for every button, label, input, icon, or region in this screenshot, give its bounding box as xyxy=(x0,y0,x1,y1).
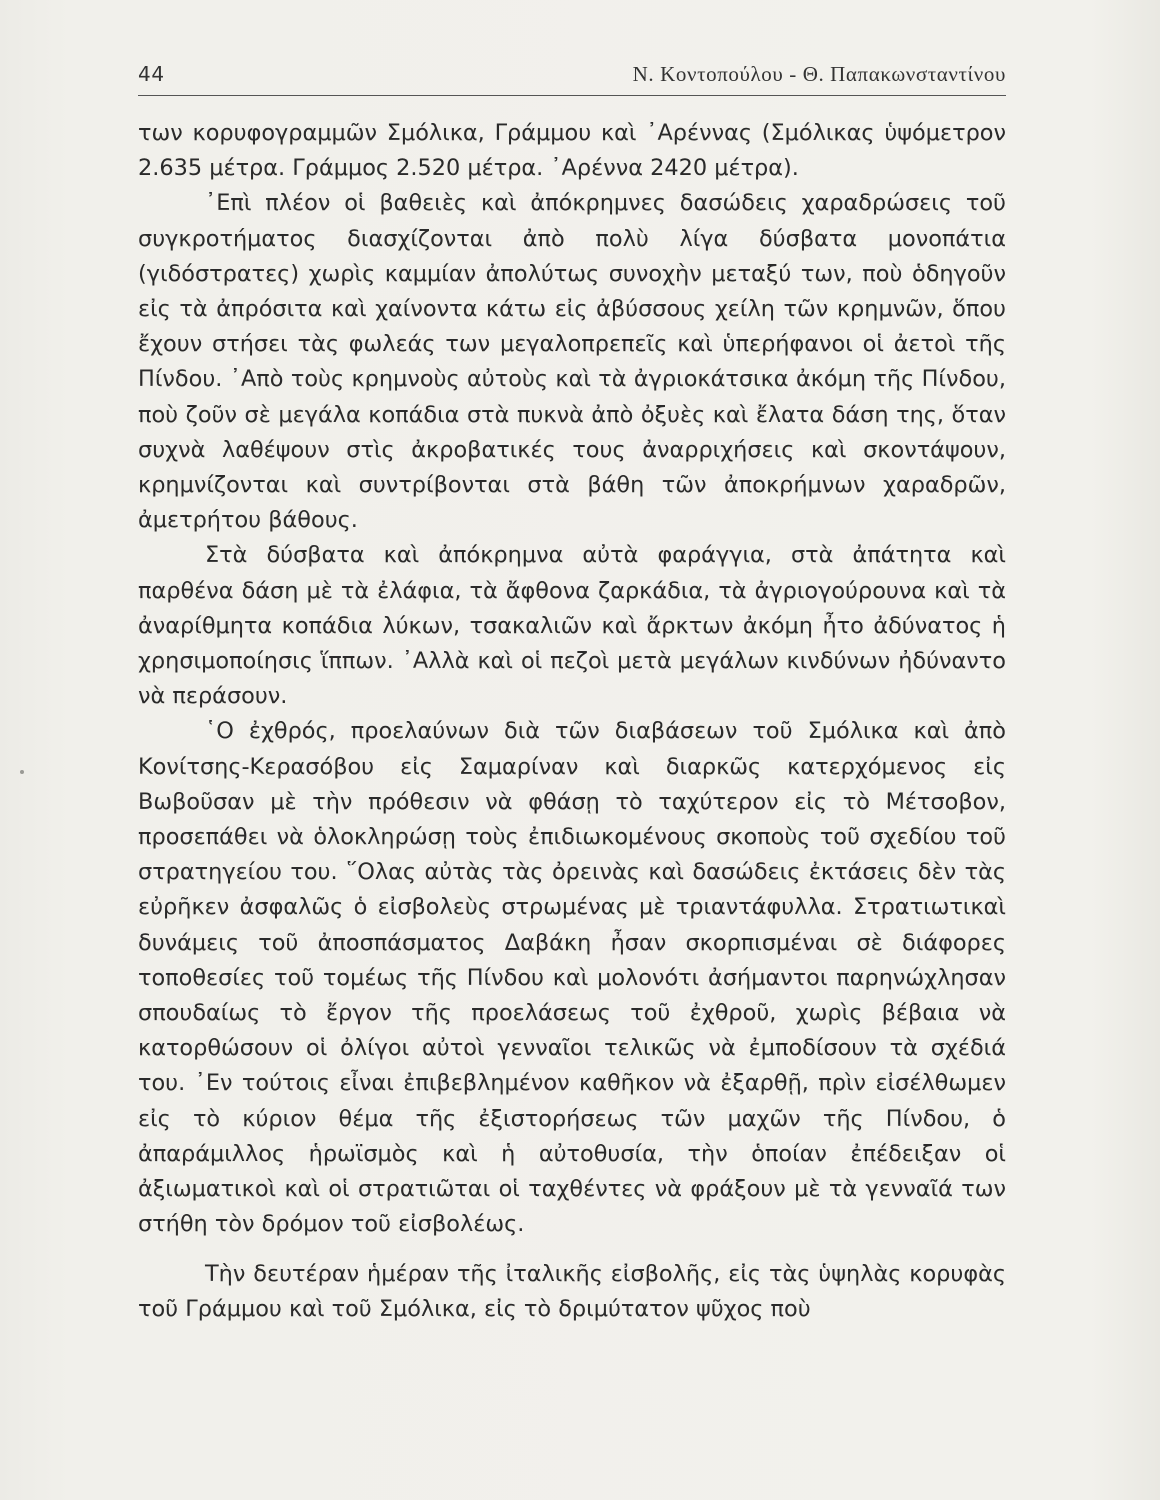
paper-speck xyxy=(20,770,24,774)
header-rule xyxy=(138,95,1006,96)
paragraph: ῾Ο ἐχθρός, προελαύνων διὰ τῶν διαβάσεων τοῦ Σμόλικα καὶ ἀπὸ Κονίτσης-Κερασόβου εἰς Σαμαρίναν καὶ διαρκῶς κατερχόμενος εἰς Βωβοῦσαν μὲ τὴν πρόθεσιν νὰ φθάσῃ τὸ ταχύτερον εἰς τὸ Μέτσοβον, προσεπάθει νὰ ὁλοκληρώσῃ τοὺς ἐπιδιωκομένους σκοποὺς τοῦ σχεδίου τοῦ στρατηγείου του. ῞Ολας αὐτὰς τὰς ὀρεινὰς καὶ δασώδεις ἐκτάσεις δὲν τὰς εὐρῆκεν ἀσφαλῶς ὁ εἰσβολεὺς στρωμένας μὲ τριαντάφυλλα. Στρατιωτικαὶ δυνάμεις τοῦ ἀποσπάσματος Δαβάκη ἦσαν σκορπισμέναι σὲ διάφορες τοποθεσίες τοῦ τομέως τῆς Πίνδου καὶ μολονότι ἀσήμαντοι παρηνώχλησαν σπουδαίως τὸ ἔργον τῆς προελάσεως τοῦ ἐχθροῦ, χωρὶς βέβαια νὰ κατορθώσουν οἱ ὀλίγοι αὐτοὶ γενναῖοι τελικῶς νὰ ἐμποδίσουν τὰ σχέδιά του. ᾿Εν τούτοις εἶναι ἐπιβεβλημένον καθῆκον νὰ ἐξαρθῇ, πρὶν εἰσέλθωμεν εἰς τὸ κύριον θέμα τῆς ἐξιστορήσεως τῶν μαχῶν τῆς Πίνδου, ὁ ἀπαράμιλλος ἡρωϊσμὸς καὶ ἡ αὐτοθυσία, τὴν ὁποίαν ἐπέδειξαν οἱ ἀξιωματικοὶ καὶ οἱ στρατιῶται οἱ ταχθέντες νὰ φράξουν μὲ τὰ γενναῖά των στήθη τὸν δρόμον τοῦ εἰσβολέως. xyxy=(138,718,1006,1238)
page-number: 44 xyxy=(138,62,165,86)
paragraph: Στὰ δύσβατα καὶ ἀπόκρημνα αὐτὰ φαράγγια, στὰ ἀπάτητα καὶ παρθένα δάση μὲ τὰ ἐλάφια, τὰ ἄφθονα ζαρκάδια, τὰ ἀγριογούρουνα καὶ τὰ ἀναρίθμητα κοπάδια λύκων, τσακαλιῶν καὶ ἄρκτων ἀκόμη ἦτο ἀδύνατος ἡ χρησιμοποίησις ἵππων. ᾿Αλλὰ καὶ οἱ πεζοὶ μετὰ μεγάλων κινδύνων ἠδύναντο νὰ περάσουν. xyxy=(138,542,1006,710)
paragraph: Τὴν δευτέραν ἡμέραν τῆς ἰταλικῆς εἰσβολῆς, εἰς τὰς ὑψηλὰς κορυφὰς τοῦ Γράμμου καὶ τοῦ Σμόλικα, εἰς τὸ δριμύτατον ψῦχος ποὺ xyxy=(138,1260,1006,1322)
paragraph: ᾿Επὶ πλέον οἱ βαθειὲς καὶ ἀπόκρημνες δασώδεις χαραδρώσεις τοῦ συγκροτήματος διασχίζονται ἀπὸ πολὺ λίγα δύσβατα μονοπάτια (γιδόστρατες) χωρὶς καμμίαν ἀπολύτως συνοχὴν μεταξύ των, ποὺ ὁδηγοῦν εἰς τὰ ἀπρόσιτα καὶ χαίνοντα κάτω εἰς ἀβύσσους χείλη τῶν κρημνῶν, ὅπου ἔχουν στήσει τὰς φωλεάς των μεγαλοπρεπεῖς καὶ ὑπερήφανοι οἱ ἀετοὶ τῆς Πίνδου. ᾿Απὸ τοὺς κρημνοὺς αὐτοὺς καὶ τὰ ἀγριοκάτσικα ἀκόμη τῆς Πίνδου, ποὺ ζοῦν σὲ μεγάλα κοπάδια στὰ πυκνὰ ἀπὸ ὀξυὲς καὶ ἔλατα δάση της, ὅταν συχνὰ λαθέψουν στὶς ἀκροβατικές τους ἀναρριχήσεις καὶ σκοντάψουν, κρημνίζονται καὶ συντρίβονται στὰ βάθη τῶν ἀποκρήμνων χαραδρῶν, ἀμετρήτου βάθους. xyxy=(138,190,1006,534)
page-header xyxy=(138,58,1006,94)
paragraph: των κορυφογραμμῶν Σμόλικα, Γράμμου καὶ ᾿Αρέννας (Σμόλικας ὑψόμετρον 2.635 μέτρα. Γράμμος 2.520 μέτρα. ᾿Αρέννα 2420 μέτρα). xyxy=(138,120,1006,182)
body-text xyxy=(138,116,1006,1327)
running-head: Ν. Κοντοπούλου - Θ. Παπακωνσταντίνου xyxy=(632,62,1006,86)
